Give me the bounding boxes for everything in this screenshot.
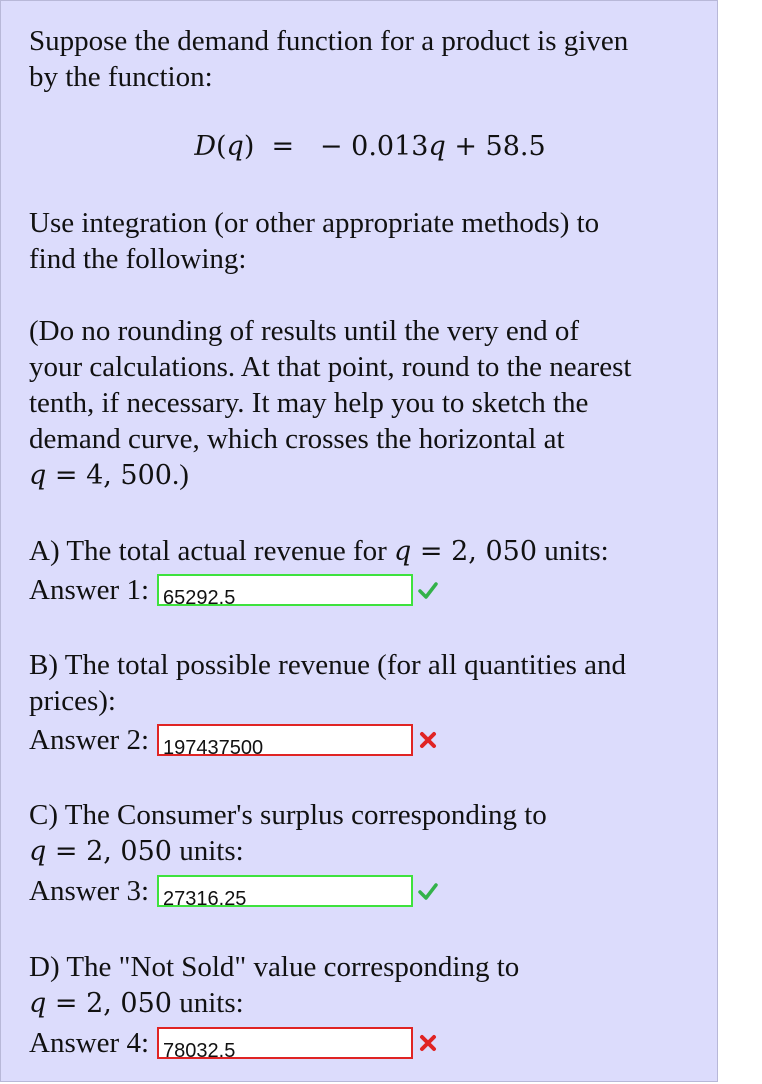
answer-row-3 (29, 874, 439, 908)
question-a-text (29, 533, 709, 570)
question-a-value: 2, 050 (451, 536, 538, 567)
intro-text (29, 23, 709, 95)
question-b-line-2: prices): (29, 685, 116, 717)
note-var: q (29, 460, 47, 491)
question-a-unit: units: (544, 535, 609, 567)
note-line-4: demand curve, which crosses the horizontal at (29, 423, 565, 455)
note-line-3: tenth, if necessary. It may help you to sketch the (29, 387, 589, 419)
equation-func: D (194, 131, 216, 162)
answer-row-1 (29, 573, 439, 607)
question-c-unit: units: (179, 835, 244, 867)
question-c-line-1: C) The Consumer's surplus corresponding to (29, 799, 547, 831)
question-d-math: q = 2, 050 (29, 988, 172, 1019)
answer-4-input[interactable]: 78032.5 (157, 1027, 413, 1059)
instructions-line-2: find the following: (29, 243, 247, 275)
question-c-text (29, 797, 709, 870)
question-a-var: q (394, 536, 412, 567)
answer-3-input[interactable]: 27316.25 (157, 875, 413, 907)
intro-line-1: Suppose the demand function for a product is given (29, 25, 629, 57)
equation-var: q (428, 131, 446, 162)
question-d-line-1: D) The "Not Sold" value corresponding to (29, 951, 520, 983)
question-d-value: 2, 050 (86, 988, 172, 1019)
rounding-note (29, 313, 709, 494)
note-line-1: (Do no rounding of results until the very end of (29, 315, 580, 347)
equation-lhs-var: q (226, 131, 244, 162)
answer-2-label: Answer 2: (29, 724, 150, 756)
question-a-label: A) The total actual revenue for (29, 535, 387, 567)
question-d-unit: units: (179, 987, 244, 1019)
instructions-text (29, 205, 709, 277)
question-b-line-1: B) The total possible revenue (for all quantities and (29, 649, 627, 681)
question-c-math: q = 2, 050 (29, 836, 172, 867)
cross-icon (417, 1032, 439, 1054)
question-d-var: q (29, 988, 47, 1019)
check-icon (417, 880, 439, 902)
demand-equation: D(q) = − 0.013q + 58.5 (194, 131, 546, 162)
answer-row-4 (29, 1026, 439, 1060)
instructions-line-1: Use integration (or other appropriate methods) to (29, 207, 600, 239)
equation-minus: − (319, 131, 343, 162)
question-a-math: q = 2, 050 (394, 536, 538, 567)
check-icon (417, 579, 439, 601)
note-line-2: your calculations. At that point, round to the nearest (29, 351, 632, 383)
answer-row-2 (29, 723, 439, 757)
note-value: 4, 500 (86, 460, 172, 491)
intro-line-2: by the function: (29, 61, 213, 93)
question-b-text (29, 647, 709, 719)
answer-4-label: Answer 4: (29, 1027, 150, 1059)
question-d-text (29, 949, 709, 1022)
answer-1-label: Answer 1: (29, 574, 150, 606)
note-line-5: q = 4, 500 (29, 460, 172, 491)
answer-1-input[interactable]: 65292.5 (157, 574, 413, 606)
answer-3-label: Answer 3: (29, 875, 150, 907)
question-c-var: q (29, 836, 47, 867)
answer-2-input[interactable]: 197437500 (157, 724, 413, 756)
equation-constant: + 58.5 (454, 131, 546, 162)
cross-icon (417, 729, 439, 751)
equation-coefficient: 0.013 (351, 131, 429, 162)
question-c-value: 2, 050 (86, 836, 172, 867)
note-end: .) (171, 459, 189, 491)
